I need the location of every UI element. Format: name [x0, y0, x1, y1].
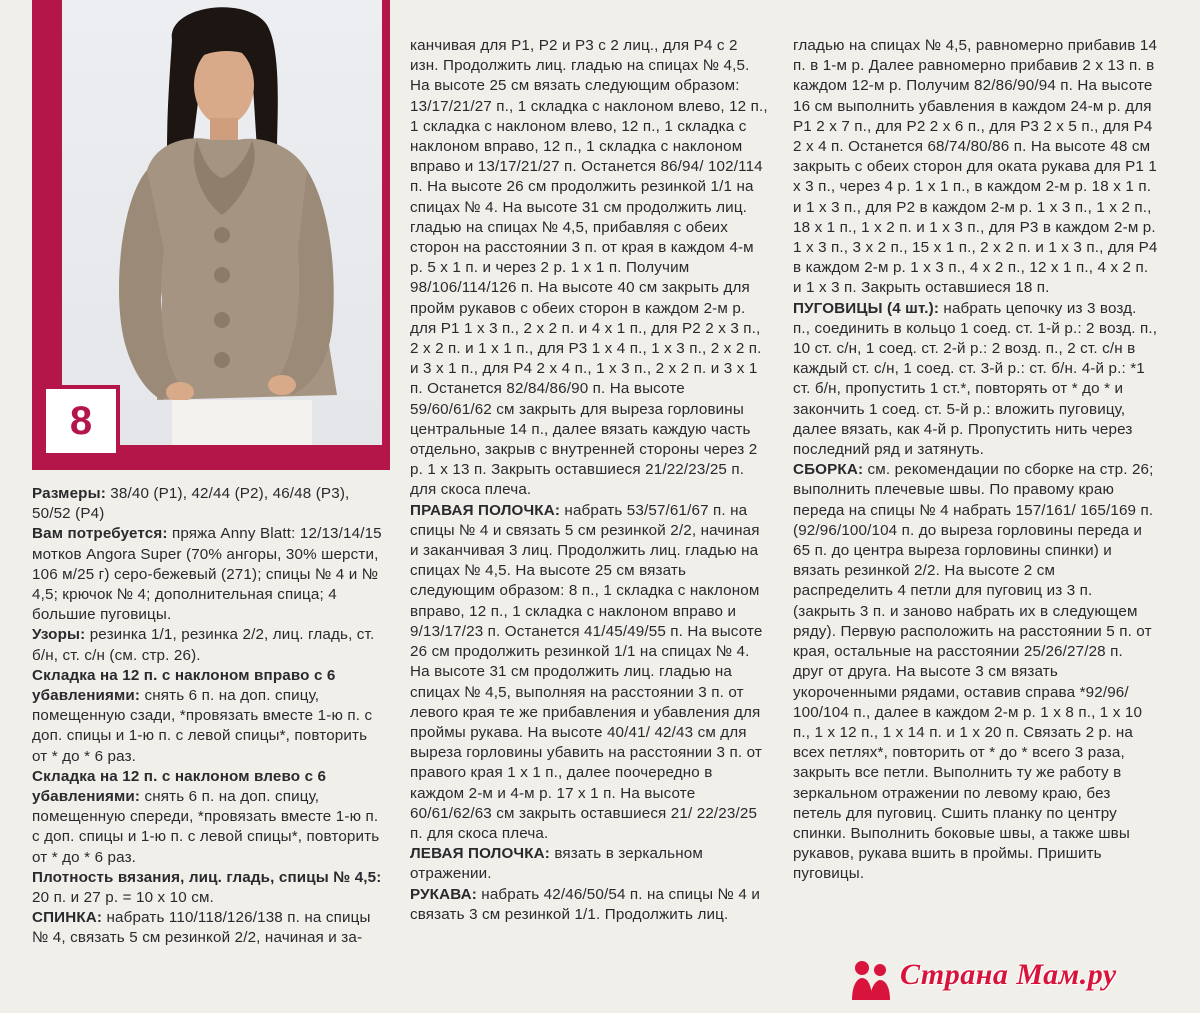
- right-front-label: ПРАВАЯ ПОЛОЧКА:: [410, 501, 561, 519]
- column-left: [32, 484, 384, 949]
- patterns-text: резинка 1/1, резинка 2/2, лиц. гладь, ст. б/н, ст. с/н (см. стр. 26).: [32, 626, 375, 664]
- back-paragraph: [32, 908, 384, 948]
- density-paragraph: [32, 868, 384, 908]
- density-text: 20 п. и 27 р. = 10 х 10 см.: [32, 889, 214, 907]
- model-photo: [62, 0, 382, 445]
- sizes-text: 38/40 (Р1), 42/44 (Р2), 46/48 (Р3), 50/52 (Р4): [32, 485, 350, 523]
- materials-label: Вам потребуется:: [32, 525, 168, 543]
- right-front-paragraph: [410, 501, 770, 844]
- sizes-paragraph: [32, 484, 384, 524]
- assembly-text: см. рекомендации по сборке на стр. 26; выполнить плечевые швы. По правому краю переда на спицы № 4 набрать 157/161/ 165/169 п. (92/96/100/104 п. до выреза горловины переда и 65 п. до центра выреза горловины спинки) и вязать резинкой 2/2. На высоте 2 см распределить 4 петли для пуговиц из 3 п. (закрыть 3 п. и заново набрать их в следующем ряду). Первую расположить на расстоянии 5 п. от края, остальные на расстоянии 25/26/27/28 п. друг от друга. На высоте 3 см вязать укороченными рядами, оставив справа *92/96/ 100/104 п., далее в каждом 2-м р. 1 х 8 п., 1 х 10 п., 1 х 12 п., 1 х 14 п. и 1 х 20 п. Связать 2 р. на всех петлях*, повторить от * до * всего 3 раза, закрыть все петли. Выполнить ту же работу в зеркальном отражении по левому краю, без петель для пуговиц. Сшить планку по центру спинки. Выполнить боковые швы, а также швы рукавов, рукава вшить в проймы. Пришить пуговицы.: [793, 461, 1154, 883]
- sleeves-text: набрать 42/46/50/54 п. на спицы № 4 и связать 3 см резинкой 1/1. Продолжить лиц.: [410, 885, 760, 923]
- buttons-label: ПУГОВИЦЫ (4 шт.):: [793, 299, 940, 317]
- column-middle: [410, 36, 770, 925]
- patterns-paragraph: [32, 625, 384, 665]
- sleeves-continued: гладью на спицах № 4,5, равномерно прибавив 14 п. в 1-м р. Далее равномерно прибавив 2 х 13 п. в каждом 12-м р. Получим 82/86/90/94 п. На высоте 16 см выполнить убавления в каждом 24-м р. для Р1 2 х 7 п., для Р2 2 х 6 п., для Р3 2 х 5 п., для Р4 2 х 4 п. Останется 68/74/80/86 п. На высоте 48 см закрыть с обеих сторон для оката рукава для Р1 1 х 3 п., через 4 р. 1 х 1 п., в каждом 2-м р. 18 х 1 п. и 1 х 3 п., для Р2 в каждом 2-м р. 1 х 3 п., 1 х 2 п., 18 х 1 п., 1 х 2 п. и 1 х 3 п., для Р3 в каждом 2-м р. 1 х 3 п., 3 х 2 п., 15 х 1 п., 2 х 2 п. и 1 х 3 п., для Р4 в каждом 2-м р. 1 х 3 п., 4 х 2 п., 12 х 1 п., 4 х 2 п. и 1 х 3 п. Закрыть оставшиеся 18 п.: [793, 37, 1158, 297]
- buttons-text: набрать цепочку из 3 возд. п., соединить в кольцо 1 соед. ст. 1-й р.: 2 возд. п., 10 ст. с/н, 1 соед. ст. 2-й р.: 2 возд. п., 2 ст. с/н в каждый ст. с/н, 1 соед. ст. 3-й р.: ст. б/н. 4-й р.: *1 ст. б/н, пропустить 1 ст.*, повторять от * до * и закончить 1 соед. ст. 5-й р.: вложить пуговицу, далее вязать, как 4-й р. Пропустить нить через последний ряд и затянуть.: [793, 299, 1158, 459]
- sleeves-label: РУКАВА:: [410, 885, 477, 903]
- materials-text: пряжа Anny Blatt: 12/13/14/15 мотков Angora Super (70% ангоры, 30% шерсти, 106 м/25 г) серо-бежевый (271); спицы № 4 и № 4,5; крючок № 4; дополнительная спица; 4 большие пуговицы.: [32, 525, 382, 624]
- fold-left-text: снять 6 п. на доп. спицу, помещенную спереди, *провязать вместе 1-ю п. с доп. спицы и 1-ю п. с левой спицы*, повторить от * до * 6 раз.: [32, 788, 380, 866]
- right-front-text: набрать 53/57/61/67 п. на спицы № 4 и связать 5 см резинкой 2/2, начиная и заканчивая 3 лиц. Продолжить лиц. гладью на спицах № 4,5. На высоте 25 см вязать следующим образом: 8 п., 1 складка с наклоном вправо, 12 п., 1 складка с наклоном вправо и 9/13/17/23 п. Останется 41/45/49/55 п. На высоте 26 см продолжить резинкой 1/1 на спицах № 4. На высоте 31 см продолжить лиц. гладью на спицах № 4,5, выполняя на расстоянии 3 п. от левого края те же прибавления и убавления для проймы рукава. На высоте 40/41/ 42/43 см для выреза горловины убавить на расстоянии 3 п. от правого края 1 х 1 п., далее поочередно в каждом 2-м и 4-м р. 17 х 1 п. На высоте 60/61/62/63 см закрыть оставшиеся 21/ 22/23/25 п. для скоса плеча.: [410, 501, 763, 842]
- buttons-paragraph: [793, 299, 1158, 461]
- pattern-number-badge: 8: [42, 385, 120, 457]
- materials-paragraph: [32, 524, 384, 625]
- patterns-label: Узоры:: [32, 626, 86, 644]
- back-text: набрать 110/118/126/138 п. на спицы № 4, связать 5 см резинкой 2/2, начиная и за-: [32, 909, 371, 947]
- left-front-paragraph: [410, 844, 770, 884]
- back-label: СПИНКА:: [32, 909, 103, 927]
- back-continued: канчивая для Р1, Р2 и Р3 с 2 лиц., для Р4 с 2 изн. Продолжить лиц. гладью на спицах № 4,5. На высоте 25 см вязать следующим образом: 13/17/21/27 п., 1 складка с наклоном влево, 12 п., 1 складка с наклоном влево, 12 п., 1 складка с наклоном вправо, 12 п., 1 складка с наклоном вправо и 13/17/21/27 п. Останется 86/94/ 102/114 п. На высоте 26 см продолжить резинкой 1/1 на спицах № 4. На высоте 31 см продолжить лиц. гладью на спицах № 4,5, прибавляя с обеих сторон на расстоянии 3 п. от края в каждом 4-м р. 5 х 1 п. и через 2 р. 1 х 1 п. Получим 98/106/114/126 п. На высоте 40 см закрыть для пройм рукавов с обеих сторон в каждом 2-м р. для Р1 1 х 3 п., 2 х 2 п. и 4 х 1 п., для Р2 2 х 3 п., 2 х 2 п. и 1 х 1 п., для Р3 1 х 4 п., 1 х 3 п., 2 х 2 п. и 3 х 1 п., для Р4 2 х 4 п., 1 х 3 п., 2 х 2 п. и 3 х 1 п. Останется 82/84/86/90 п. На высоте 59/60/61/62 см закрыть для выреза горловины центральные 14 п., далее вязать каждую часть отдельно, закрыв с внутренней стороны через 2 р. 1 х 13 п. Закрыть оставшиеся 21/22/23/25 п. для скоса плеча.: [410, 37, 768, 499]
- fold-right-label: Складка на 12 п. с наклоном вправо с 6 убавлениями:: [32, 666, 336, 705]
- assembly-label: СБОРКА:: [793, 461, 864, 479]
- fold-right-paragraph: [32, 666, 384, 767]
- left-front-label: ЛЕВАЯ ПОЛОЧКА:: [410, 845, 550, 863]
- family-logo-icon: [848, 958, 896, 1002]
- density-label: Плотность вязания, лиц. гладь, спицы № 4,5:: [32, 868, 382, 886]
- assembly-paragraph: [793, 460, 1158, 884]
- sizes-label: Размеры:: [32, 485, 106, 502]
- model-illustration: [62, 0, 382, 445]
- fold-left-label: Складка на 12 п. с наклоном влево с 6 убавлениями:: [32, 767, 327, 806]
- left-front-text: вязать в зеркальном отражении.: [410, 845, 703, 883]
- fold-left-paragraph: [32, 767, 384, 868]
- column-right: [793, 36, 1158, 885]
- fold-right-text: снять 6 п. на доп. спицу, помещенную сзади, *провязать вместе 1-ю п. с доп. спицы и 1-ю п. с левой спицы*, повторить от * до * 6 раз.: [32, 687, 373, 765]
- sleeves-paragraph: [410, 885, 770, 925]
- site-watermark: Страна Мам.ру: [900, 958, 1117, 991]
